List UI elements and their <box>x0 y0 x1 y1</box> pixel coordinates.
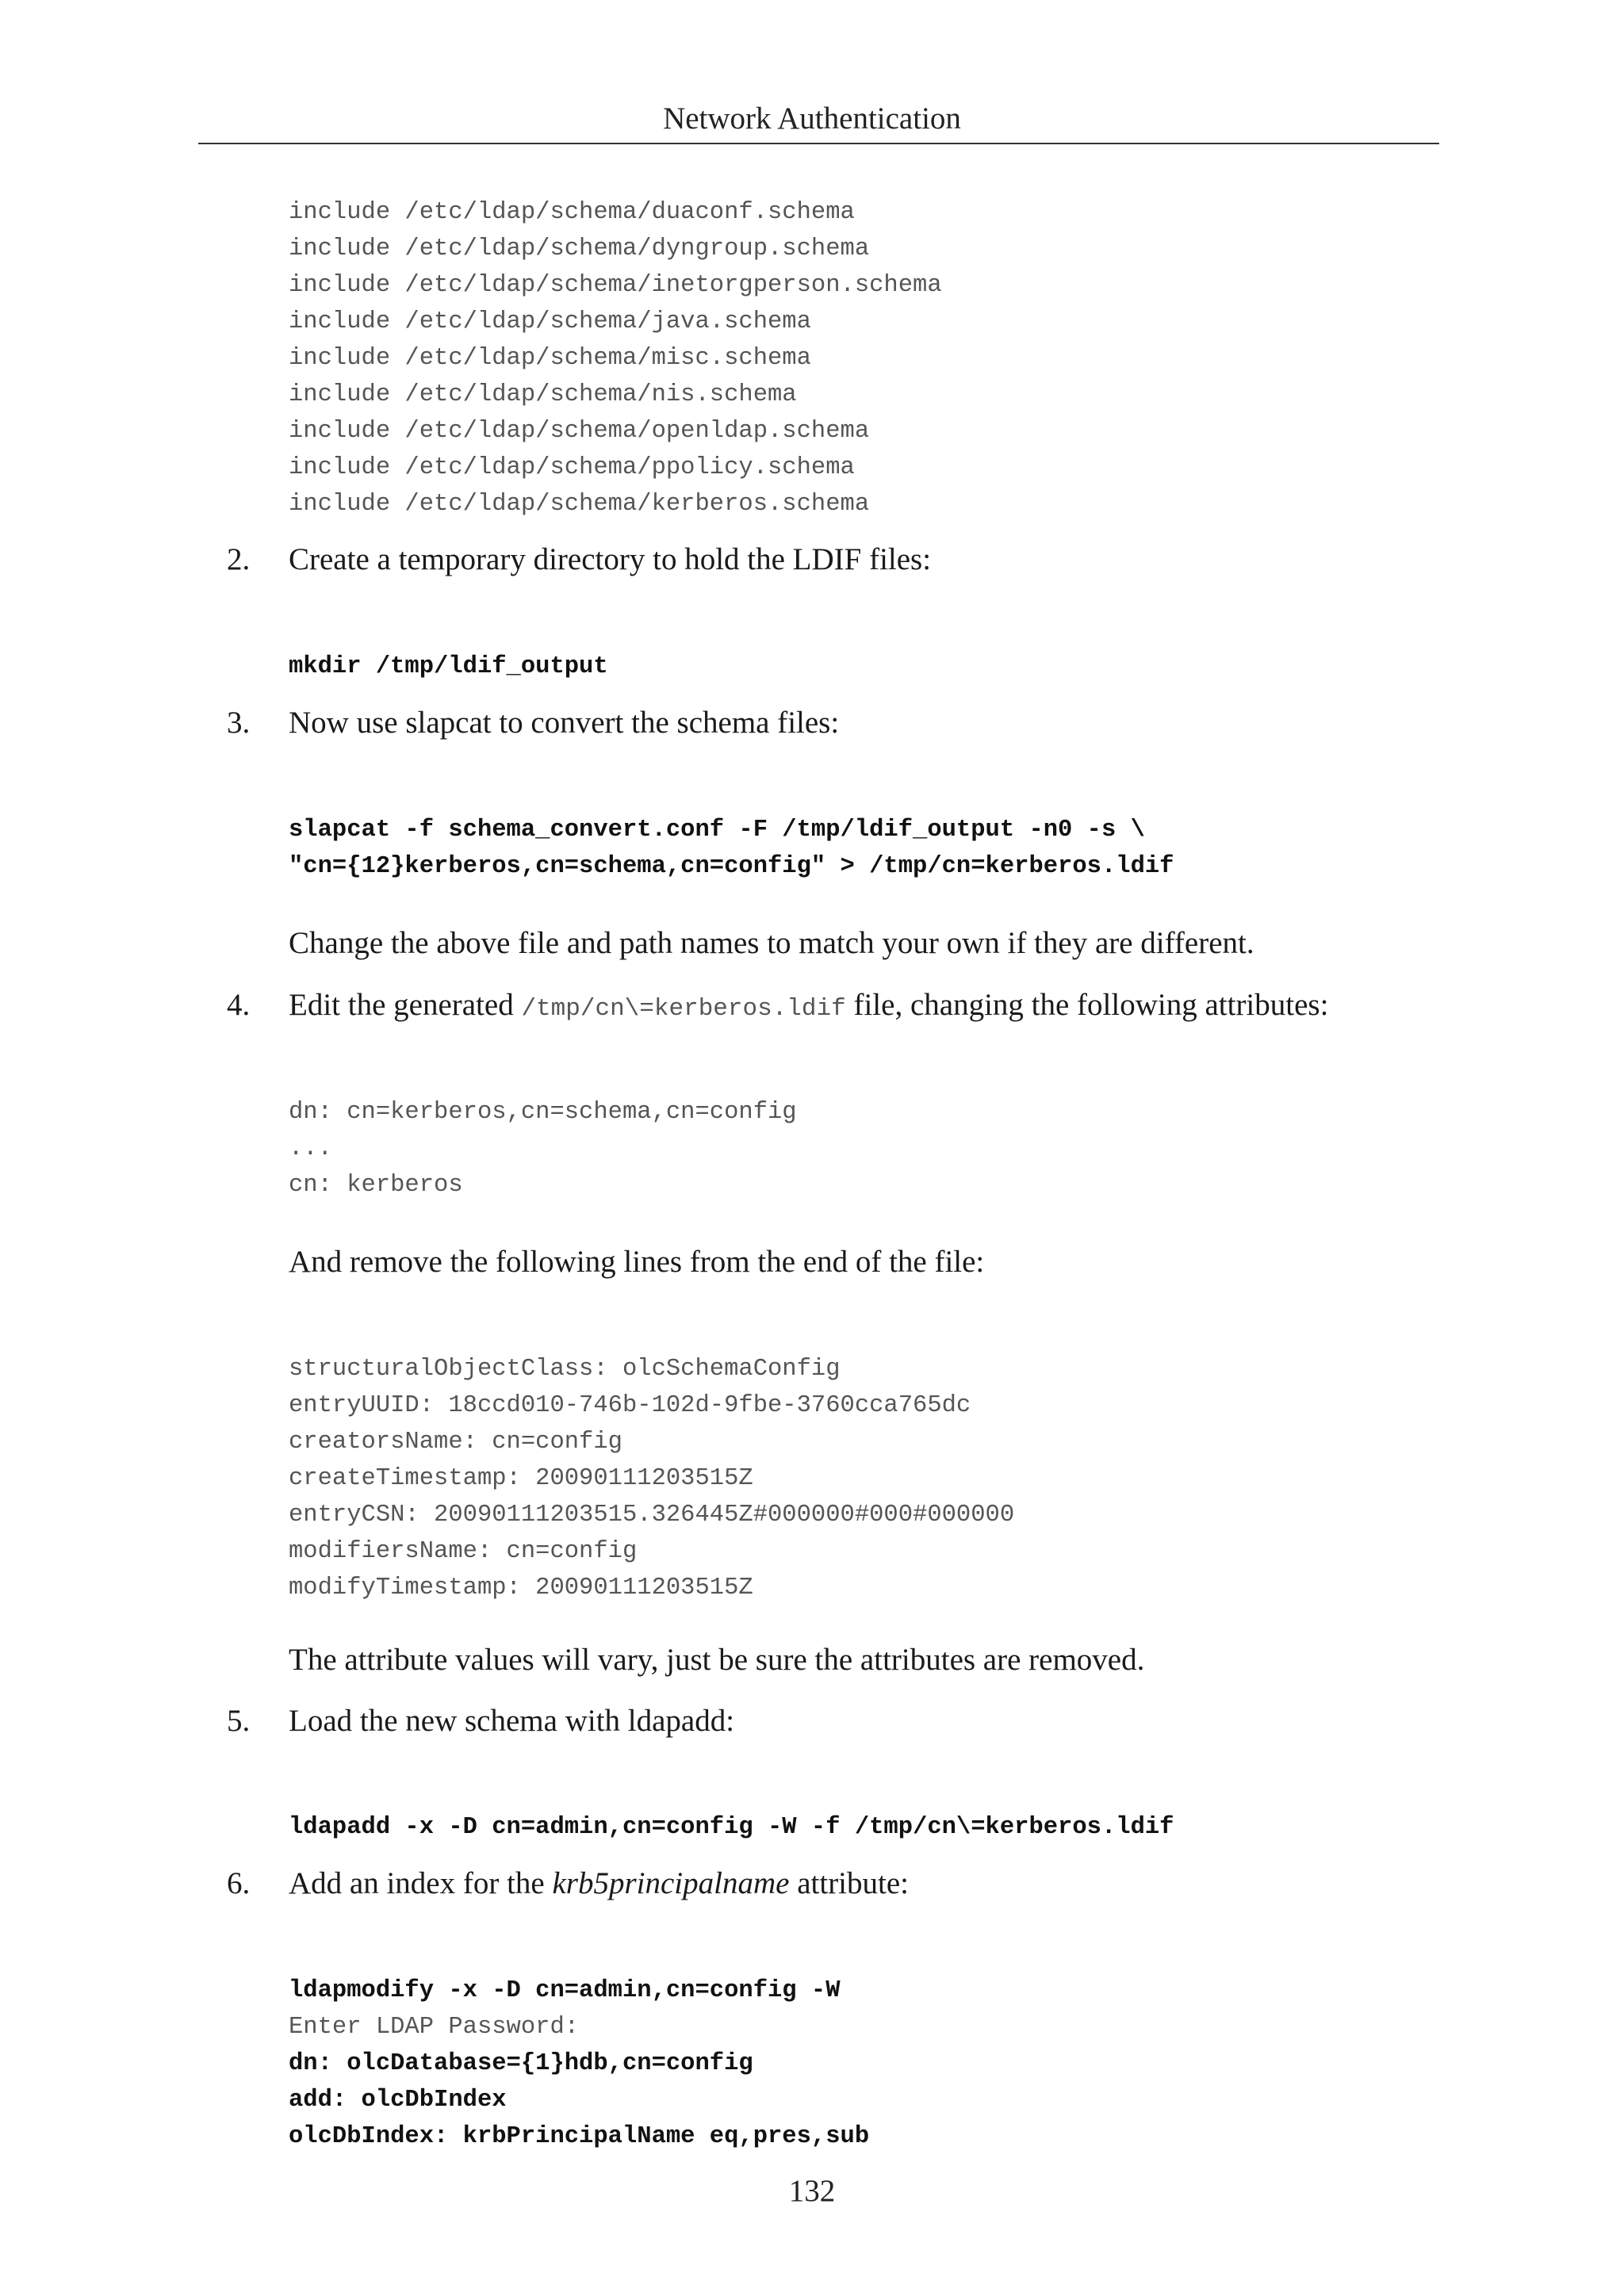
code-line: include /etc/ldap/schema/dyngroup.schema <box>289 235 870 262</box>
code-block-ldapadd <box>289 1809 1462 1846</box>
code-command: dn: olcDatabase={1}hdb,cn=config <box>289 2050 753 2077</box>
code-line: entryUUID: 18ccd010-746b-102d-9fbe-3760cca765dc <box>289 1392 971 1419</box>
step-text <box>289 1862 909 1906</box>
step-text: Load the new schema with ldapadd: <box>289 1704 735 1738</box>
step-number: 2. <box>227 542 251 576</box>
code-line: createTimestamp: 20090111203515Z <box>289 1465 753 1492</box>
code-command: add: olcDbIndex <box>289 2087 507 2114</box>
code-command: ldapadd -x -D cn=admin,cn=config -W -f /tmp/cn\=kerberos.ldif <box>289 1814 1174 1841</box>
step-text-after: attribute: <box>789 1866 910 1900</box>
code-line: include /etc/ldap/schema/nis.schema <box>289 381 797 408</box>
step-text: Now use slapcat to convert the schema files: <box>289 706 840 740</box>
code-command: slapcat -f schema_convert.conf -F /tmp/ldif_output -n0 -s \ <box>289 817 1145 844</box>
running-header: Network Authentication <box>663 101 961 136</box>
code-line: cn: kerberos <box>289 1172 463 1199</box>
inline-code-filename: /tmp/cn\=kerberos.ldif <box>521 995 846 1023</box>
code-line: creatorsName: cn=config <box>289 1429 622 1456</box>
code-line: include /etc/ldap/schema/kerberos.schema <box>289 491 870 518</box>
step-text-after: file, changing the following attributes: <box>845 988 1329 1022</box>
code-block-includes <box>289 194 1462 522</box>
step-text <box>289 983 1328 1031</box>
paragraph-remove-following: And remove the following lines from the end of the file: <box>289 1245 985 1279</box>
code-block-remove-lines <box>289 1351 1462 1606</box>
step-text-before: Add an index for the <box>289 1866 553 1900</box>
code-line: structuralObjectClass: olcSchemaConfig <box>289 1356 841 1383</box>
step-text-before: Edit the generated <box>289 988 522 1022</box>
code-block-mkdir <box>289 649 1462 685</box>
code-block-ldapmodify <box>289 1973 1462 2155</box>
step-number: 3. <box>227 706 251 740</box>
code-line: include /etc/ldap/schema/duaconf.schema <box>289 199 855 226</box>
code-command: "cn={12}kerberos,cn=schema,cn=config" > /tmp/cn=kerberos.ldif <box>289 853 1174 880</box>
code-block-attributes <box>289 1094 1462 1203</box>
code-command: olcDbIndex: krbPrincipalName eq,pres,sub <box>289 2123 870 2150</box>
step-number: 4. <box>227 988 251 1022</box>
code-line: modifiersName: cn=config <box>289 1538 638 1565</box>
step-number: 5. <box>227 1704 251 1738</box>
page-number: 132 <box>788 2174 836 2208</box>
step-text: Create a temporary directory to hold the LDIF files: <box>289 542 932 576</box>
code-line: include /etc/ldap/schema/misc.schema <box>289 345 811 372</box>
code-line: include /etc/ldap/schema/openldap.schema <box>289 418 870 445</box>
code-line: modifyTimestamp: 20090111203515Z <box>289 1575 753 1601</box>
code-line: entryCSN: 20090111203515.326445Z#000000#000#000000 <box>289 1502 1015 1529</box>
paragraph-values-vary: The attribute values will vary, just be sure the attributes are removed. <box>289 1643 1145 1677</box>
step-number: 6. <box>227 1866 251 1900</box>
code-line: dn: cn=kerberos,cn=schema,cn=config <box>289 1099 797 1126</box>
code-block-slapcat <box>289 812 1462 885</box>
code-line: include /etc/ldap/schema/ppolicy.schema <box>289 454 855 481</box>
code-line: ... <box>289 1135 332 1162</box>
header-rule <box>198 143 1439 144</box>
emphasis-attribute: krb5principalname <box>552 1866 790 1900</box>
code-line: include /etc/ldap/schema/java.schema <box>289 308 811 335</box>
code-line: include /etc/ldap/schema/inetorgperson.schema <box>289 272 942 299</box>
code-command: ldapmodify -x -D cn=admin,cn=config -W <box>289 1977 841 2004</box>
code-prompt: Enter LDAP Password: <box>289 2014 580 2041</box>
paragraph-change-names: Change the above file and path names to match your own if they are different. <box>289 926 1254 960</box>
code-command: mkdir /tmp/ldif_output <box>289 653 608 680</box>
